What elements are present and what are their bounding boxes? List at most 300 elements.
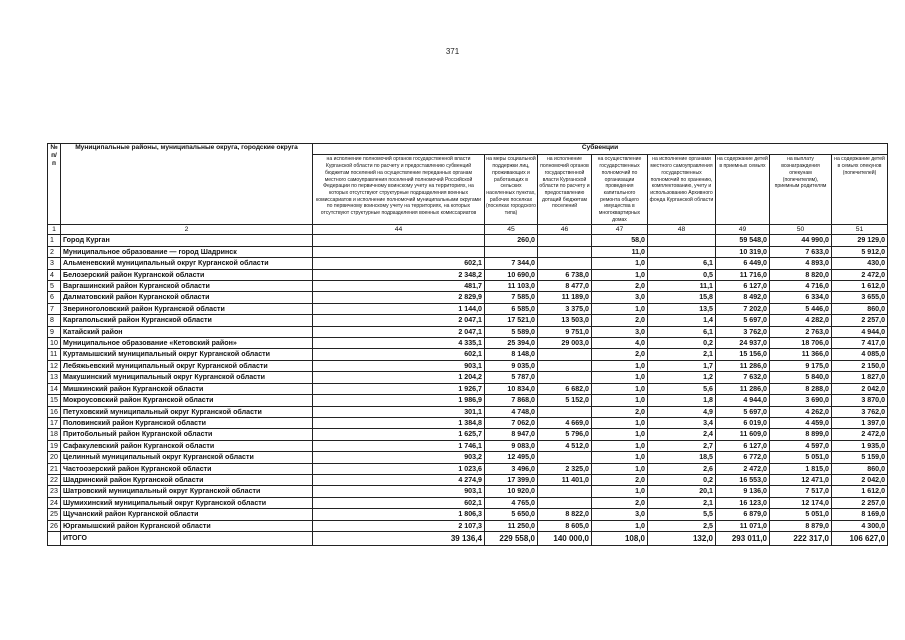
column-number: 44 — [313, 225, 485, 235]
row-number: 23 — [48, 486, 61, 497]
row-value: 2,1 — [648, 497, 716, 508]
row-municipality: Петуховский муниципальный округ Курганской области — [61, 406, 313, 417]
row-value: 2 107,3 — [313, 520, 485, 531]
row-value: 11 716,0 — [716, 269, 770, 280]
row-value — [538, 360, 592, 371]
row-value: 3 870,0 — [832, 395, 888, 406]
header-municipality: Муниципальные районы, муниципальные округа, городские округа — [61, 144, 313, 225]
row-value: 2 150,0 — [832, 360, 888, 371]
row-value — [313, 235, 485, 246]
row-value: 6 585,0 — [485, 303, 538, 314]
row-value: 11,1 — [648, 281, 716, 292]
row-number: 7 — [48, 303, 61, 314]
row-municipality: Куртамышский муниципальный округ Курганской области — [61, 349, 313, 360]
row-municipality: Шатровский муниципальный округ Курганской области — [61, 486, 313, 497]
row-value: 8 879,0 — [770, 520, 832, 531]
row-value: 602,1 — [313, 258, 485, 269]
row-value: 1 806,3 — [313, 509, 485, 520]
row-value: 3 655,0 — [832, 292, 888, 303]
row-value: 11 250,0 — [485, 520, 538, 531]
row-value: 1 384,8 — [313, 417, 485, 428]
total-value: 140 000,0 — [538, 531, 592, 545]
row-value: 11 071,0 — [716, 520, 770, 531]
row-value: 4 944,0 — [832, 326, 888, 337]
row-municipality: Половинский район Курганской области — [61, 417, 313, 428]
row-value: 2 257,0 — [832, 315, 888, 326]
row-value: 3,0 — [592, 292, 648, 303]
row-value: 1 023,6 — [313, 463, 485, 474]
header-col-48: на исполнение органами местного самоуправления государственных полномочий по хранению, комплектованию, учету и использованию Архивного фонда Курганской области — [648, 155, 716, 225]
row-municipality: Далматовский район Курганской области — [61, 292, 313, 303]
row-value — [538, 246, 592, 257]
row-value: 1 612,0 — [832, 486, 888, 497]
column-number: 51 — [832, 225, 888, 235]
row-value: 4,0 — [592, 338, 648, 349]
row-value: 10 690,0 — [485, 269, 538, 280]
row-value: 2 829,9 — [313, 292, 485, 303]
row-value: 5 051,0 — [770, 452, 832, 463]
row-value: 8 899,0 — [770, 429, 832, 440]
row-value: 5 152,0 — [538, 395, 592, 406]
row-value: 860,0 — [832, 303, 888, 314]
row-value: 5,6 — [648, 383, 716, 394]
row-number: 12 — [48, 360, 61, 371]
row-value: 5 051,0 — [770, 509, 832, 520]
row-number: 8 — [48, 315, 61, 326]
row-value: 1,0 — [592, 395, 648, 406]
row-municipality: Альменевский муниципальный округ Курганской области — [61, 258, 313, 269]
row-municipality: Макушинский муниципальный округ Курганской области — [61, 372, 313, 383]
total-label: ИТОГО — [61, 531, 313, 545]
row-value: 24 937,0 — [716, 338, 770, 349]
table-row — [48, 258, 888, 269]
row-value: 4 085,0 — [832, 349, 888, 360]
table-row — [48, 474, 888, 485]
row-value: 903,1 — [313, 486, 485, 497]
row-value: 13 503,0 — [538, 315, 592, 326]
row-municipality: Катайский район — [61, 326, 313, 337]
row-number: 18 — [48, 429, 61, 440]
row-value: 12 495,0 — [485, 452, 538, 463]
table-row — [48, 360, 888, 371]
row-value: 5 840,0 — [770, 372, 832, 383]
row-value: 4 669,0 — [538, 417, 592, 428]
row-value: 4 262,0 — [770, 406, 832, 417]
row-value: 430,0 — [832, 258, 888, 269]
column-number: 1 — [48, 225, 61, 235]
row-value: 2,4 — [648, 429, 716, 440]
row-number: 13 — [48, 372, 61, 383]
page-number: 371 — [445, 47, 460, 56]
header-col-49: на содержание детей в приемных семьях — [716, 155, 770, 225]
row-value — [313, 246, 485, 257]
row-value — [538, 235, 592, 246]
table-row — [48, 315, 888, 326]
table-row — [48, 509, 888, 520]
row-value: 1,0 — [592, 360, 648, 371]
row-number: 3 — [48, 258, 61, 269]
row-value: 9 136,0 — [716, 486, 770, 497]
subsidy-table — [47, 143, 888, 546]
row-value: 4 512,0 — [538, 440, 592, 451]
row-value: 3,0 — [592, 509, 648, 520]
row-value: 1 935,0 — [832, 440, 888, 451]
row-value — [538, 258, 592, 269]
table-row — [48, 417, 888, 428]
row-number: 11 — [48, 349, 61, 360]
table-row — [48, 246, 888, 257]
total-value: 293 011,0 — [716, 531, 770, 545]
row-value: 6 449,0 — [716, 258, 770, 269]
header-col-51: на содержание детей в семьях опекунов (попечителей) — [832, 155, 888, 225]
row-value: 0,5 — [648, 269, 716, 280]
row-value: 6 019,0 — [716, 417, 770, 428]
row-value: 58,0 — [592, 235, 648, 246]
column-number: 49 — [716, 225, 770, 235]
row-value: 1,0 — [592, 372, 648, 383]
row-value — [648, 246, 716, 257]
row-value: 8 492,0 — [716, 292, 770, 303]
row-value: 1,8 — [648, 395, 716, 406]
row-value: 9 035,0 — [485, 360, 538, 371]
row-value: 2 047,1 — [313, 315, 485, 326]
row-value: 0,2 — [648, 338, 716, 349]
row-value: 7 632,0 — [716, 372, 770, 383]
row-value: 4 765,0 — [485, 497, 538, 508]
row-value: 5 697,0 — [716, 406, 770, 417]
row-municipality: Шумихинский муниципальный округ Курганской области — [61, 497, 313, 508]
column-number: 47 — [592, 225, 648, 235]
row-value: 11 286,0 — [716, 360, 770, 371]
table-body — [48, 235, 888, 532]
header-col-45: на меры социальной поддержки лиц, проживающих и работающих в сельских населенных пунктах, рабочих поселках (поселках городского типа) — [485, 155, 538, 225]
column-number: 46 — [538, 225, 592, 235]
row-municipality: Целинный муниципальный округ Курганской области — [61, 452, 313, 463]
row-municipality: Белозерский район Курганской области — [61, 269, 313, 280]
row-value: 5 650,0 — [485, 509, 538, 520]
row-value: 2 042,0 — [832, 474, 888, 485]
row-value: 13,5 — [648, 303, 716, 314]
table-row — [48, 440, 888, 451]
row-value: 6 334,0 — [770, 292, 832, 303]
row-value: 3,0 — [592, 326, 648, 337]
header-subsidies: Субвенции — [313, 144, 888, 155]
row-value: 9 083,0 — [485, 440, 538, 451]
row-value: 8 169,0 — [832, 509, 888, 520]
row-value: 1,0 — [592, 452, 648, 463]
row-value: 1 204,2 — [313, 372, 485, 383]
header-col-46: на исполнение полномочий органов государственной власти Курганской области по расчету и предоставлению дотаций бюджетам поселений — [538, 155, 592, 225]
row-value: 3 375,0 — [538, 303, 592, 314]
total-num — [48, 531, 61, 545]
row-value: 7 344,0 — [485, 258, 538, 269]
row-municipality: Звериноголовский район Курганской области — [61, 303, 313, 314]
row-municipality: Сафакулевский район Курганской области — [61, 440, 313, 451]
row-municipality: Варгашинский район Курганской области — [61, 281, 313, 292]
row-value: 8 605,0 — [538, 520, 592, 531]
row-value: 2 472,0 — [832, 429, 888, 440]
row-value — [538, 406, 592, 417]
row-value — [538, 486, 592, 497]
column-number: 48 — [648, 225, 716, 235]
table-row — [48, 486, 888, 497]
row-number: 15 — [48, 395, 61, 406]
row-number: 20 — [48, 452, 61, 463]
row-value: 2,7 — [648, 440, 716, 451]
row-municipality: Юргамышский район Курганской области — [61, 520, 313, 531]
header-col-44: на исполнение полномочий органов государственной власти Курганской области по расчету и предоставлению субвенций бюджетам поселений на осуществление переданных органам местного самоуправления поселений полномочий Российской Федерации по первичному воинскому учету на территориях, на которых отсутствуют структурные подразделения военных комиссариатов и исполнение полномочий муниципальными округами по первичному воинскому учету на территориях, на которых отсутствуют структурные подразделения военных комиссариатов — [313, 155, 485, 225]
row-value: 6 772,0 — [716, 452, 770, 463]
row-value: 25 394,0 — [485, 338, 538, 349]
row-value: 1 926,7 — [313, 383, 485, 394]
row-value: 4 893,0 — [770, 258, 832, 269]
row-value: 5 697,0 — [716, 315, 770, 326]
row-value: 2 257,0 — [832, 497, 888, 508]
row-municipality: Город Курган — [61, 235, 313, 246]
row-municipality: Мишкинский район Курганской области — [61, 383, 313, 394]
row-value: 301,1 — [313, 406, 485, 417]
row-value: 3 496,0 — [485, 463, 538, 474]
total-value: 39 136,4 — [313, 531, 485, 545]
row-value: 16 123,0 — [716, 497, 770, 508]
row-value: 2,6 — [648, 463, 716, 474]
table-row — [48, 281, 888, 292]
row-value: 5 787,0 — [485, 372, 538, 383]
table-row — [48, 497, 888, 508]
row-value: 3,4 — [648, 417, 716, 428]
row-value: 8 947,0 — [485, 429, 538, 440]
row-value: 2,0 — [592, 349, 648, 360]
row-value: 6 682,0 — [538, 383, 592, 394]
total-value: 108,0 — [592, 531, 648, 545]
row-value: 3 690,0 — [770, 395, 832, 406]
row-value: 5 446,0 — [770, 303, 832, 314]
row-value: 2 472,0 — [716, 463, 770, 474]
row-value: 2 348,2 — [313, 269, 485, 280]
row-value: 260,0 — [485, 235, 538, 246]
row-value: 4 748,0 — [485, 406, 538, 417]
table-row — [48, 463, 888, 474]
row-number: 16 — [48, 406, 61, 417]
row-value: 6 127,0 — [716, 440, 770, 451]
row-value: 3 762,0 — [832, 406, 888, 417]
row-value: 4 597,0 — [770, 440, 832, 451]
row-value: 2,1 — [648, 349, 716, 360]
column-number: 45 — [485, 225, 538, 235]
row-value: 59 548,0 — [716, 235, 770, 246]
row-value: 2 042,0 — [832, 383, 888, 394]
row-number: 26 — [48, 520, 61, 531]
table-row — [48, 429, 888, 440]
row-value: 7 517,0 — [770, 486, 832, 497]
table-row — [48, 338, 888, 349]
row-municipality: Лебяжьевский муниципальный округ Курганской области — [61, 360, 313, 371]
row-value: 3 762,0 — [716, 326, 770, 337]
row-value: 1,0 — [592, 303, 648, 314]
column-number: 2 — [61, 225, 313, 235]
header-num: № п/п — [48, 144, 61, 225]
row-value: 7 868,0 — [485, 395, 538, 406]
row-value — [538, 349, 592, 360]
row-number: 19 — [48, 440, 61, 451]
row-number: 21 — [48, 463, 61, 474]
row-value: 5 796,0 — [538, 429, 592, 440]
row-value: 1,0 — [592, 463, 648, 474]
row-number: 2 — [48, 246, 61, 257]
row-value: 10 319,0 — [716, 246, 770, 257]
row-value: 0,2 — [648, 474, 716, 485]
row-value: 10 920,0 — [485, 486, 538, 497]
row-value: 4 282,0 — [770, 315, 832, 326]
header-col-47: на осуществление государственных полномочий по организации проведения капитального ремонта общего имущества в многоквартирных домах — [592, 155, 648, 225]
row-value: 9 175,0 — [770, 360, 832, 371]
row-number: 4 — [48, 269, 61, 280]
row-value: 4,9 — [648, 406, 716, 417]
total-value: 132,0 — [648, 531, 716, 545]
row-municipality: Мокроусовский район Курганской области — [61, 395, 313, 406]
row-value: 11 401,0 — [538, 474, 592, 485]
row-value: 2,0 — [592, 474, 648, 485]
row-value: 8 477,0 — [538, 281, 592, 292]
total-value: 229 558,0 — [485, 531, 538, 545]
row-value: 11 103,0 — [485, 281, 538, 292]
row-value: 16 553,0 — [716, 474, 770, 485]
row-value: 2,0 — [592, 406, 648, 417]
row-value: 20,1 — [648, 486, 716, 497]
row-value: 4 335,1 — [313, 338, 485, 349]
row-value: 602,1 — [313, 349, 485, 360]
row-municipality: Частоозерский район Курганской области — [61, 463, 313, 474]
row-value: 8 148,0 — [485, 349, 538, 360]
row-value: 2 763,0 — [770, 326, 832, 337]
row-number: 24 — [48, 497, 61, 508]
total-value: 106 627,0 — [832, 531, 888, 545]
row-value: 2 325,0 — [538, 463, 592, 474]
row-value: 860,0 — [832, 463, 888, 474]
row-value: 6,1 — [648, 326, 716, 337]
row-value: 18,5 — [648, 452, 716, 463]
row-value: 481,7 — [313, 281, 485, 292]
row-value: 18 706,0 — [770, 338, 832, 349]
row-value — [485, 246, 538, 257]
row-value: 903,2 — [313, 452, 485, 463]
row-value: 6 738,0 — [538, 269, 592, 280]
row-number: 14 — [48, 383, 61, 394]
table-row — [48, 349, 888, 360]
table-row — [48, 326, 888, 337]
total-row — [48, 531, 888, 545]
table-row — [48, 235, 888, 246]
table-row — [48, 269, 888, 280]
table-row — [48, 372, 888, 383]
row-value — [538, 372, 592, 383]
row-value: 1 625,7 — [313, 429, 485, 440]
row-value: 12 471,0 — [770, 474, 832, 485]
table-row — [48, 520, 888, 531]
row-value: 903,1 — [313, 360, 485, 371]
row-value: 1,0 — [592, 383, 648, 394]
row-value: 1,7 — [648, 360, 716, 371]
row-value: 1,0 — [592, 520, 648, 531]
row-value: 1 827,0 — [832, 372, 888, 383]
row-value: 10 834,0 — [485, 383, 538, 394]
row-number: 22 — [48, 474, 61, 485]
row-value: 2,0 — [592, 497, 648, 508]
row-value — [538, 497, 592, 508]
row-value: 1,0 — [592, 429, 648, 440]
row-value: 11 366,0 — [770, 349, 832, 360]
row-municipality: Каргапольский район Курганской области — [61, 315, 313, 326]
total-value: 222 317,0 — [770, 531, 832, 545]
row-number: 17 — [48, 417, 61, 428]
row-value: 17 521,0 — [485, 315, 538, 326]
header-row-top — [48, 144, 888, 155]
row-value: 1 746,1 — [313, 440, 485, 451]
row-value: 7 062,0 — [485, 417, 538, 428]
row-value: 2,5 — [648, 520, 716, 531]
table-row — [48, 395, 888, 406]
row-value: 6 127,0 — [716, 281, 770, 292]
column-number: 50 — [770, 225, 832, 235]
row-value: 2 472,0 — [832, 269, 888, 280]
row-value: 2,0 — [592, 315, 648, 326]
row-value: 8 288,0 — [770, 383, 832, 394]
row-number: 5 — [48, 281, 61, 292]
row-value: 7 202,0 — [716, 303, 770, 314]
row-municipality: Щучанский район Курганской области — [61, 509, 313, 520]
row-value: 2,0 — [592, 281, 648, 292]
row-value: 1,2 — [648, 372, 716, 383]
row-value: 5,5 — [648, 509, 716, 520]
row-value: 5 589,0 — [485, 326, 538, 337]
row-value: 15,8 — [648, 292, 716, 303]
row-value: 4 274,9 — [313, 474, 485, 485]
row-value: 1,0 — [592, 269, 648, 280]
row-value: 4 944,0 — [716, 395, 770, 406]
row-municipality: Шадринский район Курганской области — [61, 474, 313, 485]
row-value: 602,1 — [313, 497, 485, 508]
table-row — [48, 452, 888, 463]
row-value: 9 751,0 — [538, 326, 592, 337]
row-value: 1 144,0 — [313, 303, 485, 314]
row-value: 29 129,0 — [832, 235, 888, 246]
row-value: 1 986,9 — [313, 395, 485, 406]
row-number: 1 — [48, 235, 61, 246]
row-value: 4 300,0 — [832, 520, 888, 531]
row-value: 4 459,0 — [770, 417, 832, 428]
row-municipality: Муниципальное образование «Кетовский район» — [61, 338, 313, 349]
row-number: 9 — [48, 326, 61, 337]
row-value: 1 815,0 — [770, 463, 832, 474]
header-row-numbers — [48, 225, 888, 235]
row-value: 29 003,0 — [538, 338, 592, 349]
row-value: 1,0 — [592, 258, 648, 269]
row-number: 25 — [48, 509, 61, 520]
row-value: 1,0 — [592, 440, 648, 451]
row-value: 1,4 — [648, 315, 716, 326]
row-value: 4 716,0 — [770, 281, 832, 292]
table-row — [48, 406, 888, 417]
row-value — [648, 235, 716, 246]
row-value: 7 633,0 — [770, 246, 832, 257]
table-row — [48, 303, 888, 314]
row-value: 15 156,0 — [716, 349, 770, 360]
row-value: 44 990,0 — [770, 235, 832, 246]
row-value: 17 399,0 — [485, 474, 538, 485]
row-value: 12 174,0 — [770, 497, 832, 508]
row-value: 7 417,0 — [832, 338, 888, 349]
row-number: 10 — [48, 338, 61, 349]
